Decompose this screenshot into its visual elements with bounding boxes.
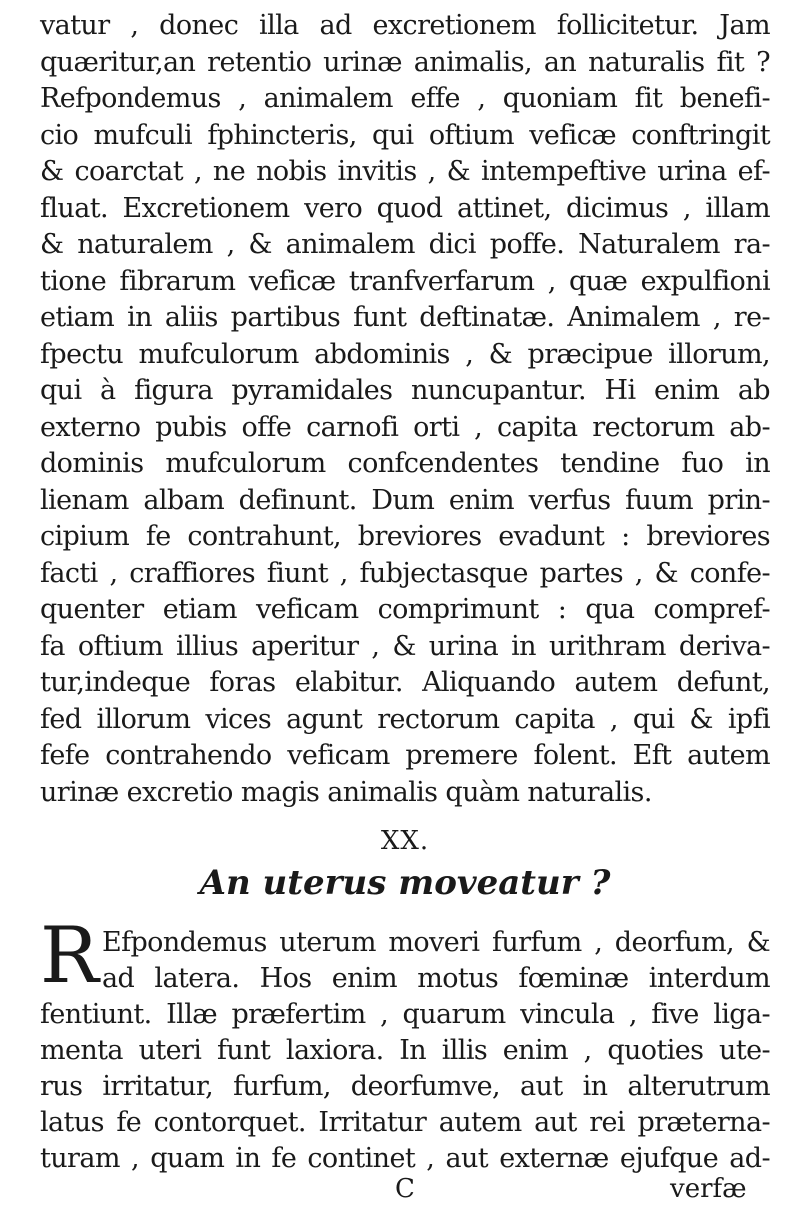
section-number: XX. (380, 825, 430, 856)
drop-cap: R (40, 910, 99, 1001)
text-line: tione fibrarum veficæ tranfverfarum , quæ expulfioni (40, 265, 770, 297)
text-line: dominis mufculorum confcendentes tendine fuo in (40, 448, 770, 479)
text-line: & naturalem , & animalem dici poffe. Naturalem ra- (40, 229, 770, 260)
text-line: Refpondemus , animalem effe , quoniam fit benefi- (40, 83, 770, 114)
text-line: menta uteri funt laxiora. In illis enim , quoties ute- (40, 1034, 770, 1066)
text-line: lienam albam definunt. Dum enim verfus fuum prin- (40, 484, 770, 516)
text-line: cipium fe contrahunt, breviores evadunt : breviores (40, 521, 770, 552)
text-line: etiam in aliis partibus funt deftinatæ. Animalem , re- (40, 302, 770, 333)
text-line: cio mufculi fphincteris, qui oftium veficæ conftringit (40, 119, 770, 151)
text-line: externo pubis offe carnofi orti , capita rectorum ab- (40, 411, 770, 443)
text-line: facti , craffiores fiunt , fubjectasque partes , & confe- (40, 557, 770, 589)
text-line: urinæ excretio magis animalis quàm naturalis. (40, 776, 652, 808)
section-title: An uterus moveatur ? (199, 862, 611, 903)
text-line: fluat. Excretionem vero quod attinet, dicimus , illam (40, 192, 770, 224)
text-line: fentiunt. Illæ præfertim , quarum vincula , five liga- (40, 998, 770, 1030)
text-line: quæritur,an retentio urinæ animalis, an naturalis fit ? (40, 46, 770, 78)
text-line: Efpondemus uterum moveri furfum , deorfum, & (102, 926, 770, 958)
text-line: qui à figura pyramidales nuncupantur. Hi enim ab (40, 375, 770, 406)
text-line: fa oftium illius aperitur , & urina in urithram deriva- (40, 630, 770, 662)
signature-mark: C (395, 1173, 415, 1204)
text-line: & coarctat , ne nobis invitis , & intempeftive urina ef- (40, 156, 770, 187)
text-line: vatur , donec illa ad excretionem follicitetur. Jam (40, 10, 770, 41)
text-line: fefe contrahendo veficam premere folent. Eft autem (40, 740, 770, 771)
text-line: quenter etiam veficam comprimunt : qua compref- (40, 594, 770, 625)
text-line: tur,indeque foras elabitur. Aliquando autem defunt, (40, 667, 770, 698)
catchword: verfæ (670, 1173, 747, 1204)
text-line: fpectu mufculorum abdominis , & præcipue illorum, (40, 338, 770, 370)
text-line: latus fe contorquet. Irritatur autem aut rei præterna- (40, 1106, 770, 1138)
text-line: rus irritatur, furfum, deorfumve, aut in alterutrum (40, 1070, 770, 1102)
text-line: turam , quam in fe continet , aut externæ ejufque ad- (40, 1142, 770, 1174)
text-line: ad latera. Hos enim motus fœminæ interdum (102, 962, 770, 994)
text-line: fed illorum vices agunt rectorum capita , qui & ipfi (40, 703, 770, 735)
